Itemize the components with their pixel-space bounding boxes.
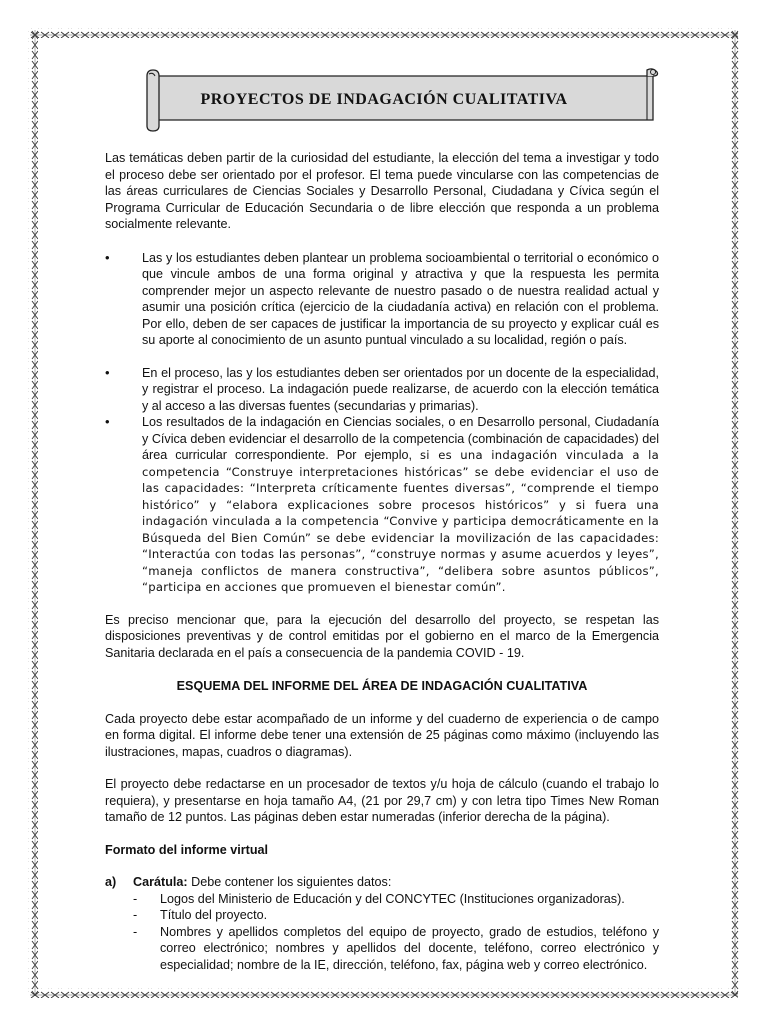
bullet-item: • Las y los estudiantes deben plantear un problema socioambiental o territorial o económico o que vincule ambos de una forma original y atractiva y que la respuesta les permita comprender mejor un aspecto relevante de nuestro pasado o de nuestra realidad actual y asumir una posición crítica (ejercicio de la ciudadanía activa) en relación con el problema. Por ello, deben de ser capaces de justificar la importancia de su proyecto y explicar cuál es su aporte al conocimiento de un asunto puntual vinculado a su localidad, región o país. [105,249,659,347]
dash-item: - Nombres y apellidos completos del equipo de proyecto, grado de estudios, teléfono y correo electrónico; nombres y apellidos del docente, teléfono, correo electrónico y especialidad; nombre de la IE, dirección, teléfono, fax, página web y correo electrónico. [133,924,659,972]
bullet-icon: • [105,364,110,380]
scheme-paragraph-1: Cada proyecto debe estar acompañado de un informe y del cuaderno de experiencia o de campo en forma digital. El informe debe tener una extensión de 25 páginas como máximo (incluyendo las ilustraciones, mapas, cuadros o diagramas). [105,711,659,759]
intro-paragraph: Las temáticas deben partir de la curiosidad del estudiante, la elección del tema a investigar y todo el proceso debe ser orientado por el profesor. El tema puede vincularse con las competencias de las áreas curriculares de Ciencias Sociales y Desarrollo Personal, Ciudadana y Cívica según el Programa Curricular de Educación Secundaria o de libre elección que responda a un problema socialmente relevante. [105,151,659,231]
document-body [105,150,659,973]
page-title: PROYECTOS DE INDAGACIÓN CUALITATIVA [200,91,568,108]
bullet-item: • Los resultados de la indagación en Ciencias sociales, o en Desarrollo personal, Ciudadanía y Cívica deben evidenciar el desarrollo de la competencia (combinación de capacidades) del área curricular correspondiente. Por ejemplo, si es una indagación vinculada a la competencia “Construye interpretaciones históricas” se debe evidenciar el uso de las capacidades: “Interpreta críticamente fuentes diversas”, “comprende el tiempo histórico” y “elabora explicaciones sobre procesos históricos” y si fuera una indagación vinculada a la competencia “Convive y participa democráticamente en la Búsqueda del Bien Común” se debe evidenciar la movilización de las capacidades: “Interactúa con todas las personas”, “construye normas y asume acuerdos y leyes”, “maneja conflictos de manera constructiva”, “delibera sobre asuntos públicos”, “participa en acciones que promueven el bienestar común”. [105,414,659,594]
bullet-item: • En el proceso, las y los estudiantes deben ser orientados por un docente de la especialidad, y registrar el proceso. La indagación puede realizarse, de acuerdo con la elección temática y al acceso a las diversas fuentes (secundarias y primarias). [105,364,659,413]
dash-item: - Título del proyecto. [133,908,268,922]
list-item-a: a) Carátula: Debe contener los siguientes datos: [105,875,392,889]
bullet-icon: • [105,249,110,265]
dash-item: - Logos del Ministerio de Educación y del CONCYTEC (Instituciones organizadoras). [133,891,625,906]
bullet-icon: • [105,414,110,429]
scheme-paragraph-2: El proyecto debe redactarse en un procesador de textos y/u hoja de cálculo (cuando el trabajo lo requiera), y presentarse en hoja tamaño A4, (21 por 29,7 cm) y con letra tipo Times New Roman tamaño de 12 puntos. Las páginas deben estar numeradas (inferior derecha de la página). [105,777,659,824]
closing-paragraph: Es preciso mencionar que, para la ejecución del desarrollo del proyecto, se respetan las disposiciones preventivas y de control emitidas por el gobierno en el marco de la Emergencia Sanitaria declarada en el país a consecuencia de la pandemia COVID - 19. [105,612,659,660]
format-heading: Formato del informe virtual [105,842,269,857]
scheme-heading: ESQUEMA DEL INFORME DEL ÁREA DE INDAGACIÓN CUALITATIVA [176,679,588,693]
